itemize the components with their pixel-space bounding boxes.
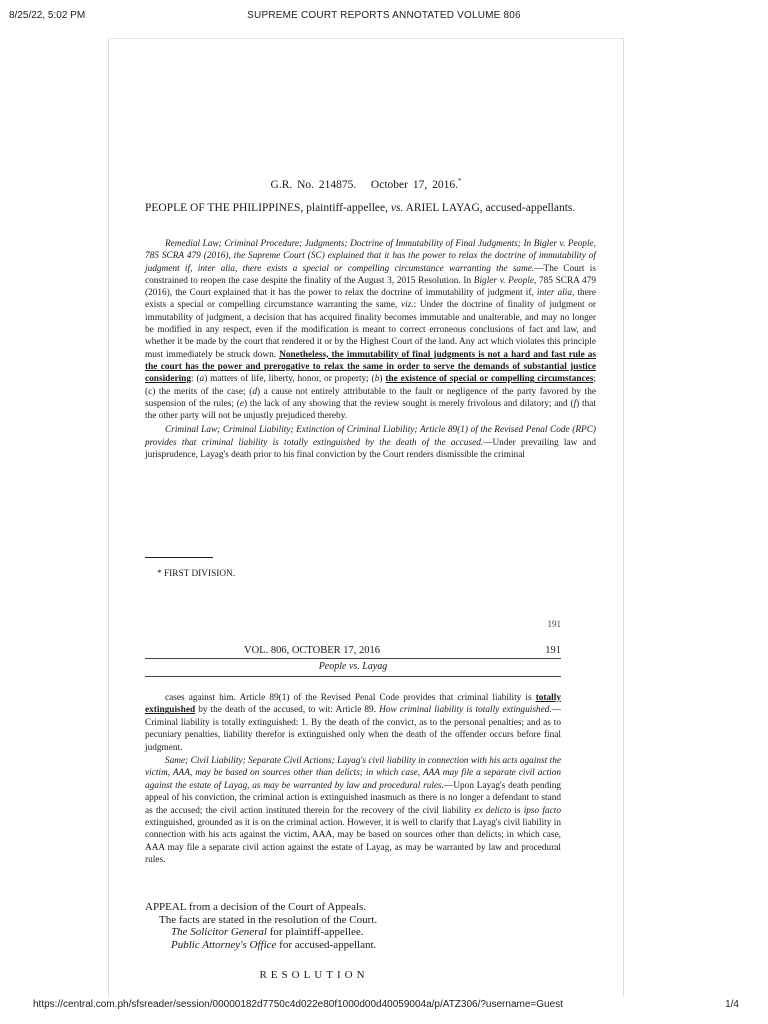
browser-print-footer — [0, 996, 768, 1016]
print-url: https://central.com.ph/sfsreader/session/00000182d7750c4d022e80f1000d00d40059004a/p/ATZ306/?username=Guest — [33, 999, 563, 1010]
section-heading-resolution: RESOLUTION — [259, 969, 369, 981]
case-parties — [145, 201, 596, 215]
underlined-text: the existence of special or compelling circumstances — [385, 374, 594, 385]
running-head-volume: VOL. 806, OCTOBER 17, 2016 — [244, 645, 381, 656]
underlined-text: totally extinguished — [145, 693, 561, 716]
print-title: SUPREME COURT REPORTS ANNOTATED VOLUME 806 — [247, 10, 521, 21]
running-head-rule — [145, 676, 561, 677]
document-page — [108, 38, 624, 997]
running-head-page: 191 — [545, 645, 561, 656]
case-date: October 17, 2016. — [370, 178, 458, 191]
underlined-text: Nonetheless, the immutability of final judgments is not a hard and fast rule as the court has the power and prerogative to relax the same in order to serve the demands of substantial justice considering — [145, 349, 596, 385]
syllabus-paragraph: Remedial Law; Criminal Procedure; Judgments; Doctrine of Immutability of Final Judgments; In Bigler v. People, 785 SCRA 479 (2016), the Supreme Court (SC) explained that it has the power to relax the doctrine of immutability of judgment if, inter alia, there exists a special or compelling circumstance warranting the same.—The Court is constrained to reopen the case despite the finality of the August 3, 2015 Resolution. In Bigler v. People, 785 SCRA 479 (2016), the Court explained that it has the power to relax the doctrine of immutability of judgment if, inter alia, there exists a special or compelling circumstance warranting the same, viz.: Under the doctrine of finality of judgment or immutability of judgment, a decision that has acquired finality becomes immutable and unalterable, and may no longer be modified in any respect, even if the modification is meant to correct erroneous conclusions of fact and law, and whether it be made by the court that rendered it or by the Highest Court of the land. Any act which violates this principle must immediately be struck down. Nonetheless, the immutability of final judgments is not a hard and fast rule as the court has the power and prerogative to relax the same in order to serve the demands of substantial justice considering: (a) matters of life, liberty, honor, or property; (b) the existence of special or compelling circumstances; (c) the merits of the case; (d) a cause not entirely attributable to the fault or negligence of the party favored by the suspension of the rules; (e) the lack of any showing that the review sought is merely frivolous and dilatory; and (f) that the other party will not be unjustly prejudiced thereby. — [145, 239, 596, 422]
footnote-rule — [145, 557, 213, 558]
footnote-mark: * — [457, 177, 462, 185]
syllabus-paragraph: Criminal Law; Criminal Liability; Extinction of Criminal Liability; Article 89(1) of the Revised Penal Code (RPC) provides that criminal liability is totally extinguished by the death of the accused.—Under prevailing law and jurisprudence, Layag's death prior to his final conviction by the Court renders dismissible the criminal — [145, 425, 596, 461]
appeal-line: APPEAL from a decision of the Court of Appeals. — [145, 901, 367, 913]
party-accused: ARIEL LAYAG, accused-appellants. — [405, 202, 576, 214]
counsel-line: Public Attorney's Office for accused-appellant. — [171, 938, 377, 951]
counsel-line: The Solicitor General for plaintiff-appellee. — [171, 926, 364, 939]
print-timestamp: 8/25/22, 5:02 PM — [9, 10, 86, 21]
footnote: * FIRST DIVISION. — [157, 569, 236, 579]
case-number: G.R. No. 214875. — [270, 178, 357, 191]
syllabus-paragraph: cases against him. Article 89(1) of the Revised Penal Code provides that criminal liability is totally extinguished by the death of the accused, to wit: Article 89. How criminal liability is totally extinguished.—Criminal liability is totally extinguished: 1. By the death of the convict, as to the personal penalties; and as to pecuniary penalties, liability therefor is extinguished only when the death of the offender occurs before final judgment. — [145, 693, 561, 753]
browser-print-header — [0, 0, 768, 26]
running-head-rule — [145, 658, 561, 659]
print-page-count: 1/4 — [725, 999, 739, 1010]
appeal-block — [145, 901, 561, 951]
syllabus-paragraph: Same; Civil Liability; Separate Civil Actions; Layag's civil liability in connection with his acts against the victim, AAA, may be based on sources other than delicts; in which case, AAA may file a separate civil action against the estate of Layag, as may be warranted by law and procedural rules.—Upon Layag's death pending appeal of his conviction, the criminal action is extinguished inasmuch as there is no longer a defendant to stand as the accused; the civil action instituted therein for the recovery of the civil liability ex delicto is ipso facto extinguished, grounded as it is on the criminal action. However, it is well to clarify that Layag's civil liability in connection with his acts against the victim, AAA, may be based on sources other than delicts; in which case, AAA may file a separate civil action against the estate of Layag, as may be warranted by law and procedural rules. — [145, 756, 561, 866]
versus: vs. — [390, 202, 404, 214]
syllabus-continued — [145, 692, 561, 867]
facts-line: The facts are stated in the resolution of the Court. — [159, 913, 378, 926]
page-number: 191 — [547, 619, 561, 629]
case-heading — [109, 177, 623, 191]
syllabus — [145, 238, 596, 461]
running-subhead: People vs. Layag — [318, 661, 388, 672]
party-plaintiff: PEOPLE OF THE PHILIPPINES, plaintiff-appellee, — [145, 202, 388, 214]
